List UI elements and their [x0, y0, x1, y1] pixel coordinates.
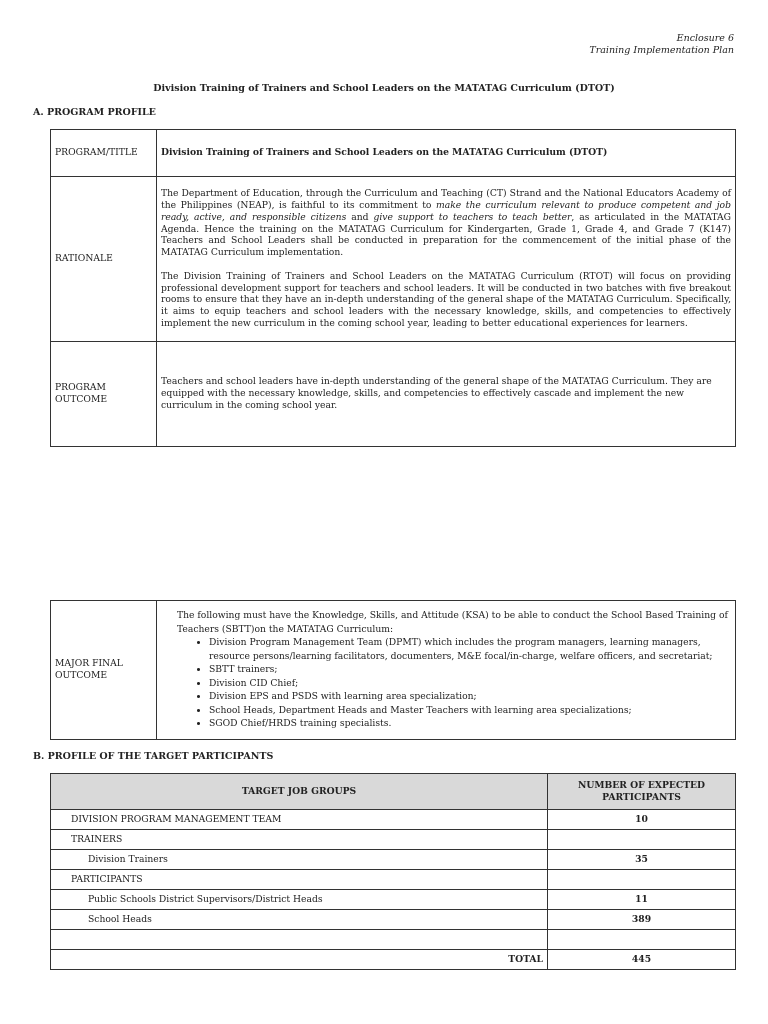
program-outcome-label: PROGRAM OUTCOME — [51, 342, 157, 447]
rationale-row — [51, 177, 736, 342]
column-header-number: NUMBER OF EXPECTED PARTICIPANTS — [548, 774, 736, 810]
column-header-groups: TARGET JOB GROUPS — [51, 774, 548, 810]
number-cell — [548, 870, 736, 890]
enclosure-label: Enclosure 6 Training Implementation Plan — [589, 33, 734, 56]
table-row — [51, 890, 736, 910]
major-final-outcome-table — [50, 600, 736, 740]
target-participants-table — [50, 773, 736, 970]
number-cell: 389 — [548, 910, 736, 930]
job-group-cell: PARTICIPANTS — [51, 870, 548, 890]
major-final-outcome-label: MAJOR FINAL OUTCOME — [51, 601, 157, 740]
total-label: TOTAL — [51, 950, 548, 970]
program-title-value: Division Training of Trainers and School Leaders on the MATATAG Curriculum (DTOT) — [157, 130, 736, 177]
table-row — [51, 930, 736, 950]
list-item: • Division EPS and PSDS with learning area specialization; — [209, 690, 731, 704]
table-row — [51, 810, 736, 830]
table-row — [51, 870, 736, 890]
program-title-row — [51, 130, 736, 177]
major-final-outcome-row — [51, 601, 736, 740]
rationale-label: RATIONALE — [51, 177, 157, 342]
list-item: • SBTT trainers; — [209, 663, 731, 677]
total-value: 445 — [548, 950, 736, 970]
job-group-cell: School Heads — [51, 910, 548, 930]
rationale-paragraph-1: The Department of Education, through the Curriculum and Teaching (CT) Strand and the National Educators Academy of the Philippines (NEAP), is faithful to its commitment to make the curriculum relevant to produce competent and job ready, active, and responsible citizens and give support to teachers to teach better, as articulated in the MATATAG Agenda. Hence the training on the MATATAG Curriculum for Kindergarten, Grade 1, Grade 4, and Grade 7 (K147) Teachers and School Leaders shall be conducted in preparation for the commencement of the initial phase of the MATATAG Curriculum implementation. — [161, 188, 731, 259]
program-outcome-row — [51, 342, 736, 447]
number-cell: 35 — [548, 850, 736, 870]
list-item: • Division Program Management Team (DPMT) which includes the program managers, learning managers, resource persons/learning facilitators, documenters, M&E focal/in-charge, welfare officers, and secretariat; — [209, 636, 731, 663]
list-item: • SGOD Chief/HRDS training specialists. — [209, 717, 731, 731]
number-cell — [548, 830, 736, 850]
document-title: Division Training of Trainers and School Leaders on the MATATAG Curriculum (DTOT) — [153, 83, 615, 94]
number-cell: 11 — [548, 890, 736, 910]
job-group-cell: Public Schools District Supervisors/District Heads — [51, 890, 548, 910]
list-item: • Division CID Chief; — [209, 677, 731, 691]
list-item: • School Heads, Department Heads and Master Teachers with learning area specializations; — [209, 704, 731, 718]
section-b-heading: B. PROFILE OF THE TARGET PARTICIPANTS — [33, 751, 274, 762]
total-row — [51, 950, 736, 970]
major-list — [177, 636, 731, 731]
job-group-cell — [51, 930, 548, 950]
program-outcome-text: Teachers and school leaders have in-depth understanding of the general shape of the MATATAG Curriculum. They are equipped with the necessary knowledge, skills, and competencies to effectively cascade and implement the new curriculum in the coming school year. — [157, 342, 736, 447]
rationale-paragraph-2: The Division Training of Trainers and School Leaders on the MATATAG Curriculum (RTOT) will focus on providing professional development support for teachers and school leaders. It will be conducted in two batches with five breakout rooms to ensure that they have an in-depth understanding of the general shape of the MATATAG Curriculum. Specifically, it aims to equip teachers and school leaders with the necessary knowledge, skills, and competencies to effectively implement the new curriculum in the coming school year, leading to better educational experiences for learners. — [161, 270, 731, 330]
table-header-row — [51, 774, 736, 810]
major-intro: The following must have the Knowledge, Skills, and Attitude (KSA) to be able to conduct the School Based Training of Teachers (SBTT)on the MATATAG Curriculum: — [177, 610, 728, 635]
table-row — [51, 830, 736, 850]
program-title-label: PROGRAM/TITLE — [51, 130, 157, 177]
number-cell — [548, 930, 736, 950]
table-row — [51, 850, 736, 870]
job-group-cell: DIVISION PROGRAM MANAGEMENT TEAM — [51, 810, 548, 830]
table-row — [51, 910, 736, 930]
rationale-content — [157, 177, 736, 342]
major-final-outcome-content — [157, 601, 736, 740]
number-cell: 10 — [548, 810, 736, 830]
program-profile-table — [50, 129, 736, 447]
section-a-heading: A. PROGRAM PROFILE — [33, 107, 156, 118]
job-group-cell: Division Trainers — [51, 850, 548, 870]
job-group-cell: TRAINERS — [51, 830, 548, 850]
